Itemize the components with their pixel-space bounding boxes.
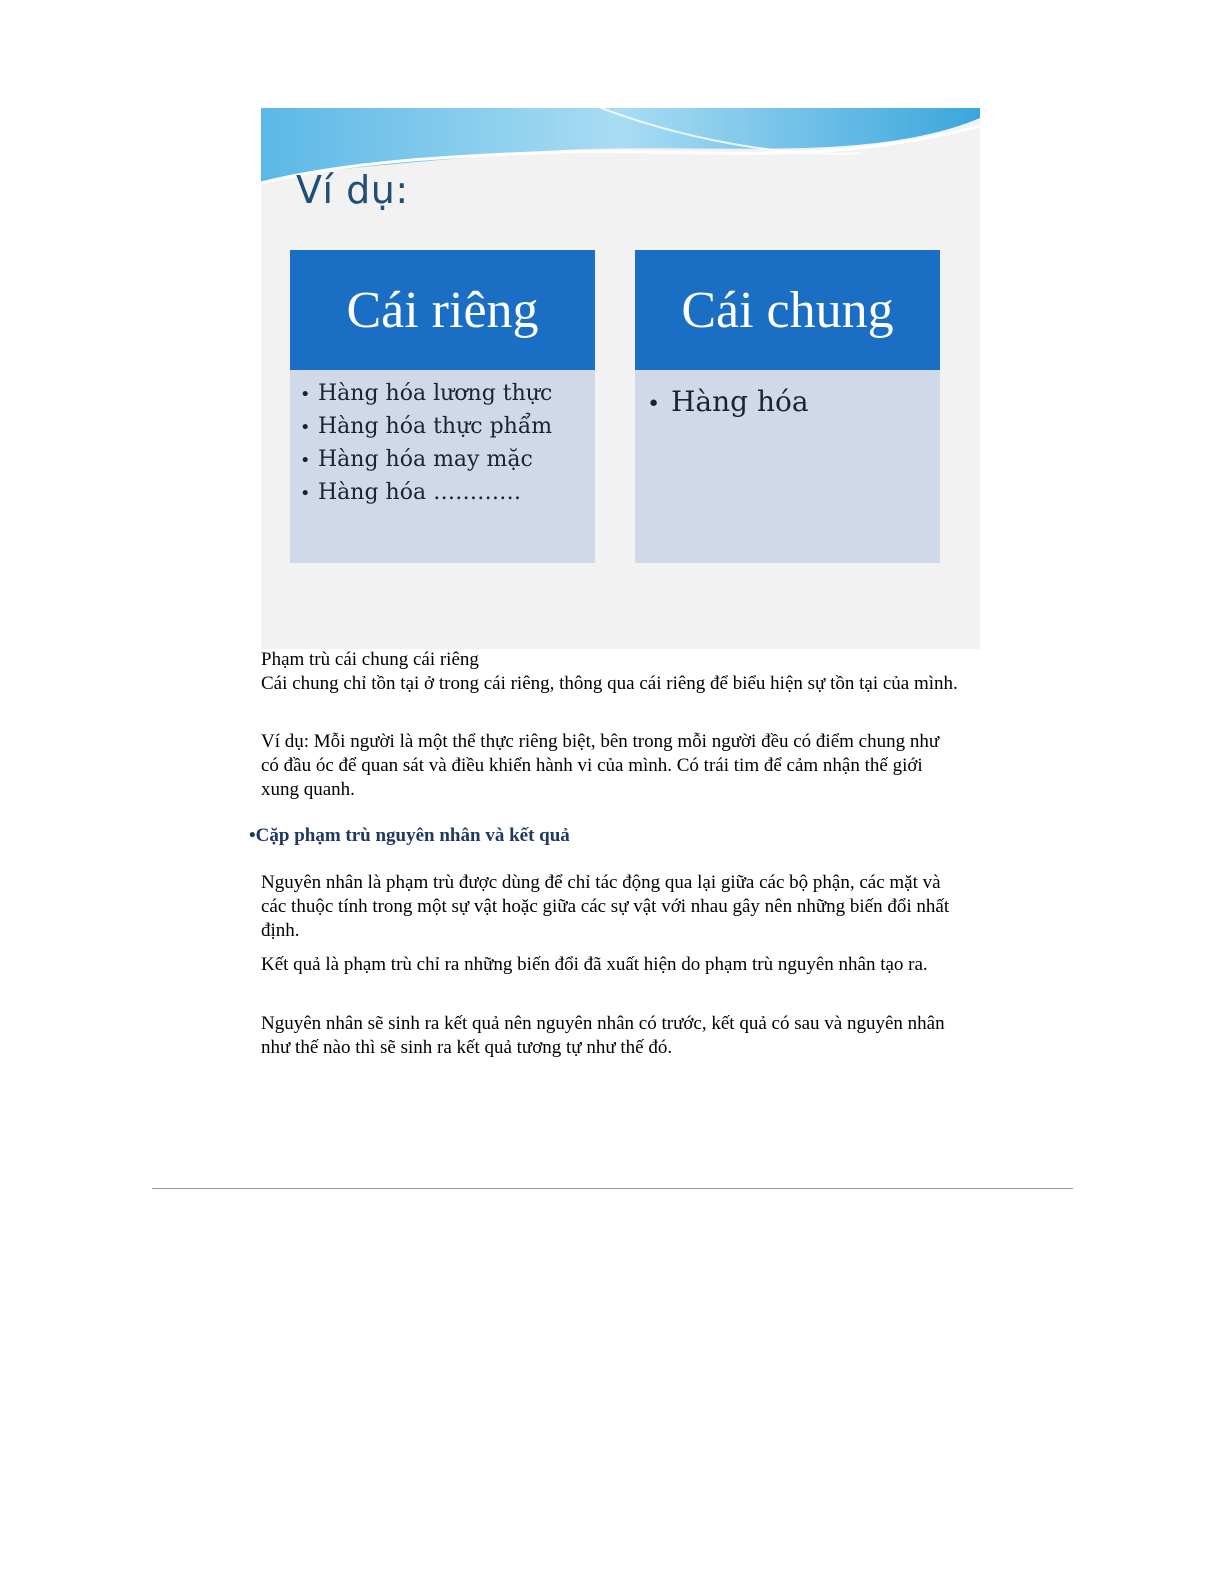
page-divider xyxy=(152,1188,1073,1189)
paragraph: Nguyên nhân là phạm trù được dùng để chỉ tác động qua lại giữa các bộ phận, các mặt và các thuộc tính trong một sự vật hoặc giữa các sự vật với nhau gây nên những biến đổi nhất định. xyxy=(261,872,950,941)
card-cai-chung xyxy=(635,250,940,563)
paragraph: Ví dụ: Mỗi người là một thể thực riêng biệt, bên trong mỗi người đều có điểm chung như có đầu óc để quan sát và điều khiển hành vi của mình. Có trái tim để cảm nhận thế giới xung quanh. xyxy=(261,731,940,800)
section-heading: •Cặp phạm trù nguyên nhân và kết quả xyxy=(249,825,570,846)
slide-title: Ví dụ: xyxy=(296,168,409,212)
list-item: • Hàng hóa ………… xyxy=(300,477,595,510)
card-list xyxy=(635,370,940,422)
card-list xyxy=(290,370,595,510)
paragraph: Cái chung chỉ tồn tại ở trong cái riêng, thông qua cái riêng để biểu hiện sự tồn tại của mình. xyxy=(261,673,958,694)
slide-image xyxy=(261,108,980,649)
image-caption: Phạm trù cái chung cái riêng xyxy=(261,649,479,670)
list-item: • Hàng hóa may mặc xyxy=(300,444,595,477)
card-cai-rieng xyxy=(290,250,595,563)
list-item: • Hàng hóa thực phẩm xyxy=(300,411,595,444)
list-item: • Hàng hóa xyxy=(647,384,940,422)
paragraph: Nguyên nhân sẽ sinh ra kết quả nên nguyên nhân có trước, kết quả có sau và nguyên nhân như thế nào thì sẽ sinh ra kết quả tương tự như thế đó. xyxy=(261,1013,945,1058)
paragraph: Kết quả là phạm trù chỉ ra những biến đổi đã xuất hiện do phạm trù nguyên nhân tạo ra. xyxy=(261,954,928,975)
list-item: • Hàng hóa lương thực xyxy=(300,378,595,411)
card-heading: Cái riêng xyxy=(290,250,595,370)
card-heading: Cái chung xyxy=(635,250,940,370)
